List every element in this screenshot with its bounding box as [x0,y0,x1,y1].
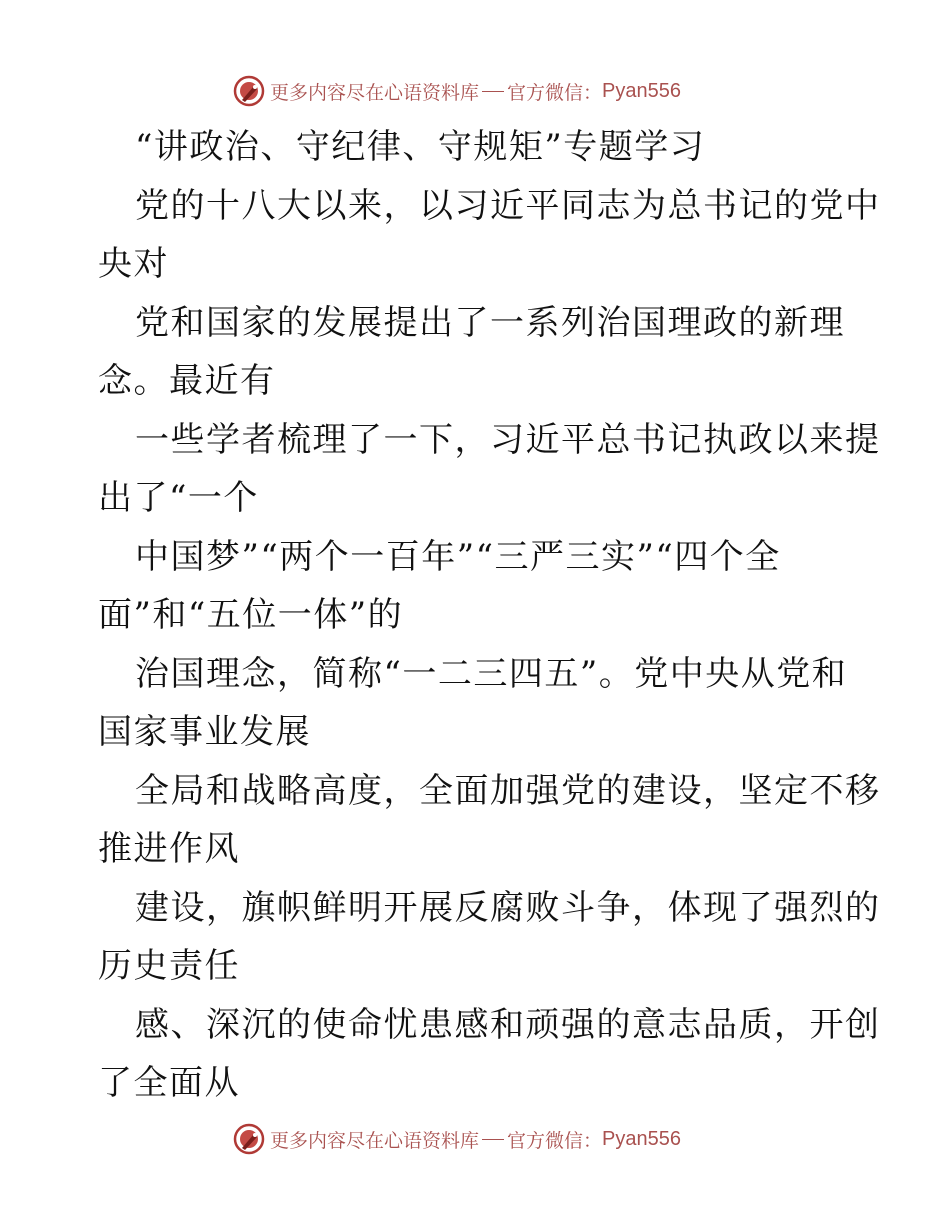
text-line: 央对 [98,244,169,284]
watermark-dash [482,1139,504,1140]
text-line: 了全面从 [98,1063,240,1103]
pen-nib-logo-icon [232,74,266,108]
text-line: 建设，旗帜鲜明开展反腐败斗争，体现了强烈的 [135,887,881,928]
document-body [98,118,881,1113]
text-line: 中国梦”“两个一百年”“三严三实”“四个全 [135,536,781,577]
watermark-channel-text: 官方微信： [507,1129,603,1152]
text-line: 推进作风 [98,829,240,869]
watermark-site-text: 更多内容尽在心语资料库 [270,81,480,104]
footer-watermark [232,1121,681,1157]
pen-nib-logo-icon [232,1122,266,1156]
text-line: 感、深沉的使命忧患感和顽强的意志品质，开创 [135,1004,881,1045]
header-watermark [232,73,681,109]
text-line: 治国理念，简称“一二三四五”。党中央从党和 [135,653,848,694]
text-line: 出了“一个 [98,478,259,518]
text-line: 面”和“五位一体”的 [98,595,404,635]
text-line: 念。最近有 [98,361,276,401]
text-line: 全局和战略高度，全面加强党的建设，坚定不移 [135,770,881,811]
text-line: 国家事业发展 [98,712,311,752]
text-line: 历史责任 [98,946,240,986]
document-title: “讲政治、守纪律、守规矩”专题学习 [135,127,706,167]
watermark-account-id: Pyan556 [602,79,681,102]
text-line: 党和国家的发展提出了一系列治国理政的新理 [135,302,845,343]
text-line: 党的十八大以来，以习近平同志为总书记的党中 [135,185,881,226]
watermark-channel-text: 官方微信： [507,81,603,104]
watermark-site-text: 更多内容尽在心语资料库 [270,1129,480,1152]
watermark-dash [482,91,504,92]
watermark-account-id: Pyan556 [602,1127,681,1150]
text-line: 一些学者梳理了一下，习近平总书记执政以来提 [135,419,881,460]
